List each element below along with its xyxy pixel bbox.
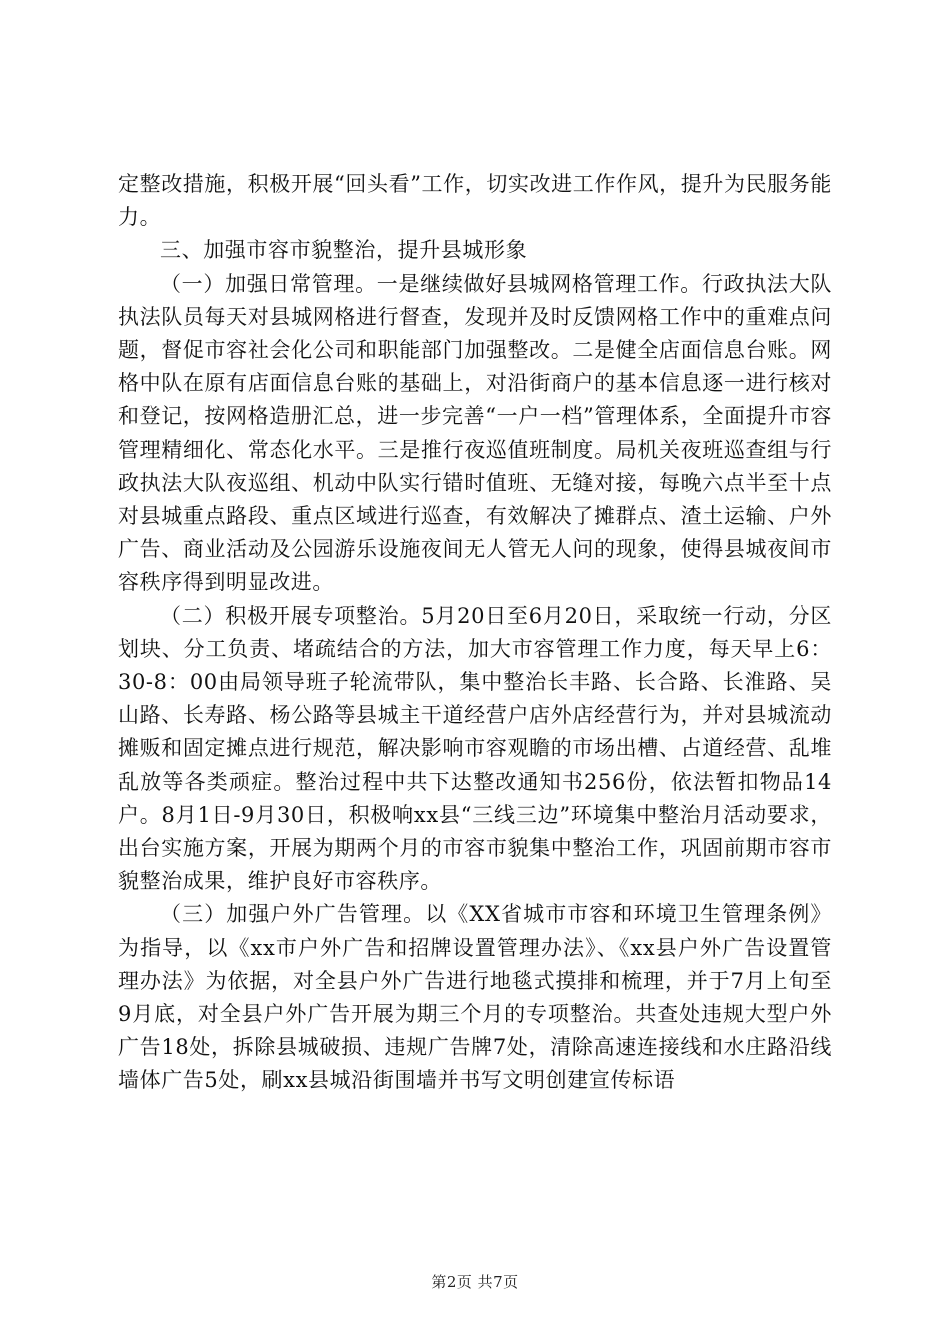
- paragraph-continuation: 定整改措施，积极开展“回头看”工作，切实改进工作作风，提升为民服务能力。: [118, 172, 832, 230]
- paragraph-daily-management: （一）加强日常管理。一是继续做好县城网格管理工作。行政执法大队执法队员每天对县城网格进行督查，发现并及时反馈网格工作中的重难点问题，督促市容社会化公司和职能部门加强整改。二是健全店面信息台账。网格中队在原有店面信息台账的基础上，对沿街商户的基本信息逐一进行核对和登记，按网格造册汇总，进一步完善“一户一档”管理体系，全面提升市容管理精细化、常态化水平。三是推行夜巡值班制度。局机关夜班巡查组与行政执法大队夜巡组、机动中队实行错时值班、无缝对接，每晚六点半至十点对县城重点路段、重点区域进行巡查，有效解决了摊群点、渣土运输、户外广告、商业活动及公园游乐设施夜间无人管无人问的现象，使得县城夜间市容秩序得到明显改进。: [118, 271, 832, 595]
- page-number-footer: 第2页 共7页: [431, 1273, 519, 1291]
- paragraph-special-rectification: （二）积极开展专项整治。5月20日至6月20日，采取统一行动，分区划块、分工负责、堵疏结合的方法，加大市容管理工作力度，每天早上6：30-8：00由局领导班子轮流带队，集中整治长丰路、长合路、长淮路、吴山路、长寿路、杨公路等县城主干道经营户店外店经营行为，并对县城流动摊贩和固定摊点进行规范，解决影响市容观瞻的市场出槽、占道经营、乱堆乱放等各类顽症。整治过程中共下达整改通知书256份，依法暂扣物品14户。8月1日-9月30日，积极响xx县“三线三边”环境集中整治月活动要求，出台实施方案，开展为期两个月的市容市貌集中整治工作，巩固前期市容市貌整治成果，维护良好市容秩序。: [118, 603, 832, 894]
- document-body: [118, 168, 832, 1098]
- paragraph-outdoor-advertising: （三）加强户外广告管理。以《XX省城市市容和环境卫生管理条例》为指导，以《xx市户外广告和招牌设置管理办法》、《xx县户外广告设置管理办法》为依据，对全县户外广告进行地毯式摸排和梳理，并于7月上旬至9月底，对全县户外广告开展为期三个月的专项整治。共查处违规大型户外广告18处，拆除县城破损、违规广告牌7处，清除高速连接线和水庄路沿线墙体广告5处，刷xx县城沿街围墙并书写文明创建宣传标语: [118, 902, 832, 1093]
- section-heading: 三、加强市容市貌整治，提升县城形象: [160, 238, 528, 263]
